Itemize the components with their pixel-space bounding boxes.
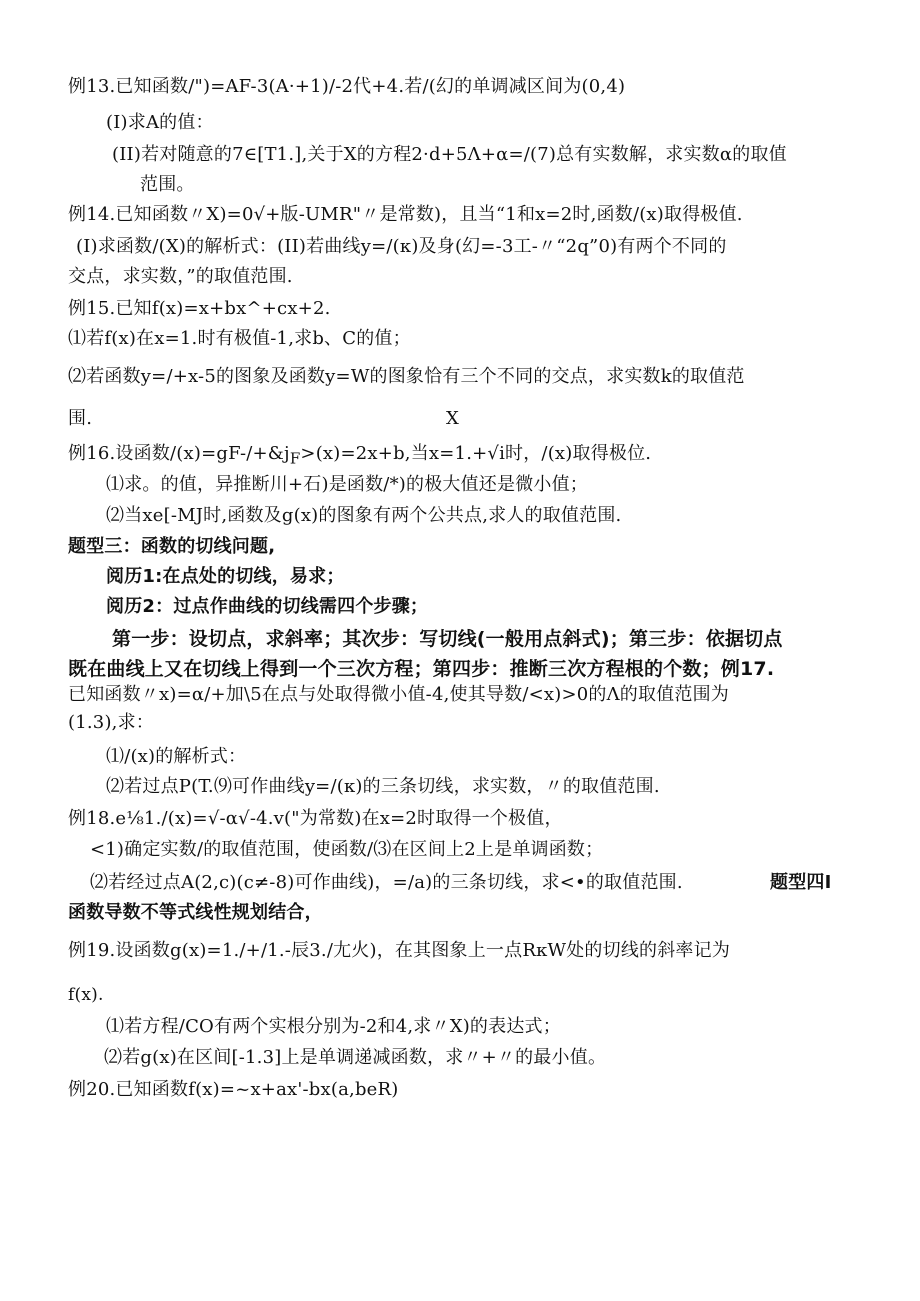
example-14-parts: (I)求函数/(X)的解析式：(II)若曲线y=/(κ)及身(幻=-3工-〃“2q”0)有两个不同的 [76, 236, 727, 257]
example-17-cont: (1.3),求： [68, 712, 154, 733]
example-17-part-2: ⑵若过点P(T.⑼可作曲线y=/(κ)的三条切线，求实数，〃的取值范围. [106, 776, 660, 797]
example-19-part-1: ⑴若方程/CO有两个实根分别为-2和4,求〃X)的表达式； [106, 1016, 561, 1037]
example-14-cont: 交点，求实数，”的取值范围. [68, 266, 293, 287]
example-17-line: 已知函数〃x)=α/+加\5在点与处取得微小值-4,使其导数/<x)>0的Λ的取值范围为 [68, 684, 729, 705]
stray-mark: X [446, 408, 460, 429]
example-19-part-2: ⑵若g(x)在区间[-1.3]上是单调递减函数，求〃+〃的最小值。 [104, 1047, 607, 1068]
example-18-part-1: <1)确定实数/的取值范围，使函数/⑶在区间上2上是单调函数； [90, 839, 604, 860]
example-16-part-1: ⑴求。的值，异推断川+石)是函数/*)的极大值还是微小值； [106, 474, 588, 495]
example-15-part-1: ⑴若f(x)在x=1.时有极值-1,求b、C的值； [68, 328, 411, 349]
example-15-line: 例15.已知f(x)=x+bx^+cx+2. [68, 298, 331, 319]
example-15-part-2: ⑵若函数y=/+x-5的图象及函数y=W的图象恰有三个不同的交点，求实数k的取值范 [68, 366, 745, 387]
section-heading-4-cont: 函数导数不等式线性规划结合， [68, 902, 323, 923]
example-17-part-1: ⑴/(x)的解析式： [106, 746, 247, 767]
example-13-part-2-cont: 范围。 [140, 174, 195, 195]
experience-2: 阅历2：过点作曲线的切线需四个步骤； [106, 596, 429, 617]
example-13-part-1: (I)求A的值： [106, 112, 214, 133]
example-16-part-2: ⑵当xe[-MJ时,函数及g(x)的图象有两个公共点,求人的取值范围. [106, 505, 622, 526]
example-14-line: 例14.已知函数〃X)=0√+版-UMR"〃是常数)，且当“1和x=2时,函数/(x)取得极值. [68, 204, 743, 225]
example-19-cont: f(x). [68, 985, 104, 1005]
example-13-line: 例13.已知函数/")=AF-3(A·+1)/-2代+4.若/(幻的单调减区间为(0,4) [68, 76, 626, 97]
section-heading-4: 题型四I [770, 872, 832, 893]
steps-line-2: 既在曲线上又在切线上得到一个三次方程；第四步：推断三次方程根的个数；例17. [68, 658, 775, 680]
example-19-line: 例19.设函数g(x)=1./+/1.-辰3./尢火)，在其图象上一点RκW处的切线的斜率记为 [68, 940, 731, 961]
example-16-line: 例16.设函数$/(x)=gF-/+\&j_F>(x)=2x+b$,当x=1.+√i时，/(x)取得极位. [68, 443, 652, 468]
section-heading-3: 题型三：函数的切线问题, [68, 536, 276, 557]
example-13-part-2: (II)若对随意的7∈[T1.],关于X的方程2·d+5Λ+α=/(7)总有实数解，求实数α的取值 [112, 144, 787, 165]
example-20-line: 例20.已知函数f(x)=~x+ax'-bx(a,beR) [68, 1079, 399, 1100]
example-18-part-2: ⑵若经过点A(2,c)(c≠-8)可作曲线)，=/a)的三条切线，求<•的取值范围. [90, 872, 683, 893]
example-15-part-2-cont: 围. [68, 408, 93, 429]
experience-1: 阅历1:在点处的切线，易求； [106, 566, 345, 587]
steps-line-1: 第一步：设切点，求斜率；其次步：写切线(一般用点斜式)；第三步：依据切点 [112, 628, 783, 650]
example-18-line: 例18.e⅛1./(x)=√-α√-4.v("为常数)在x=2时取得一个极值， [68, 808, 563, 829]
